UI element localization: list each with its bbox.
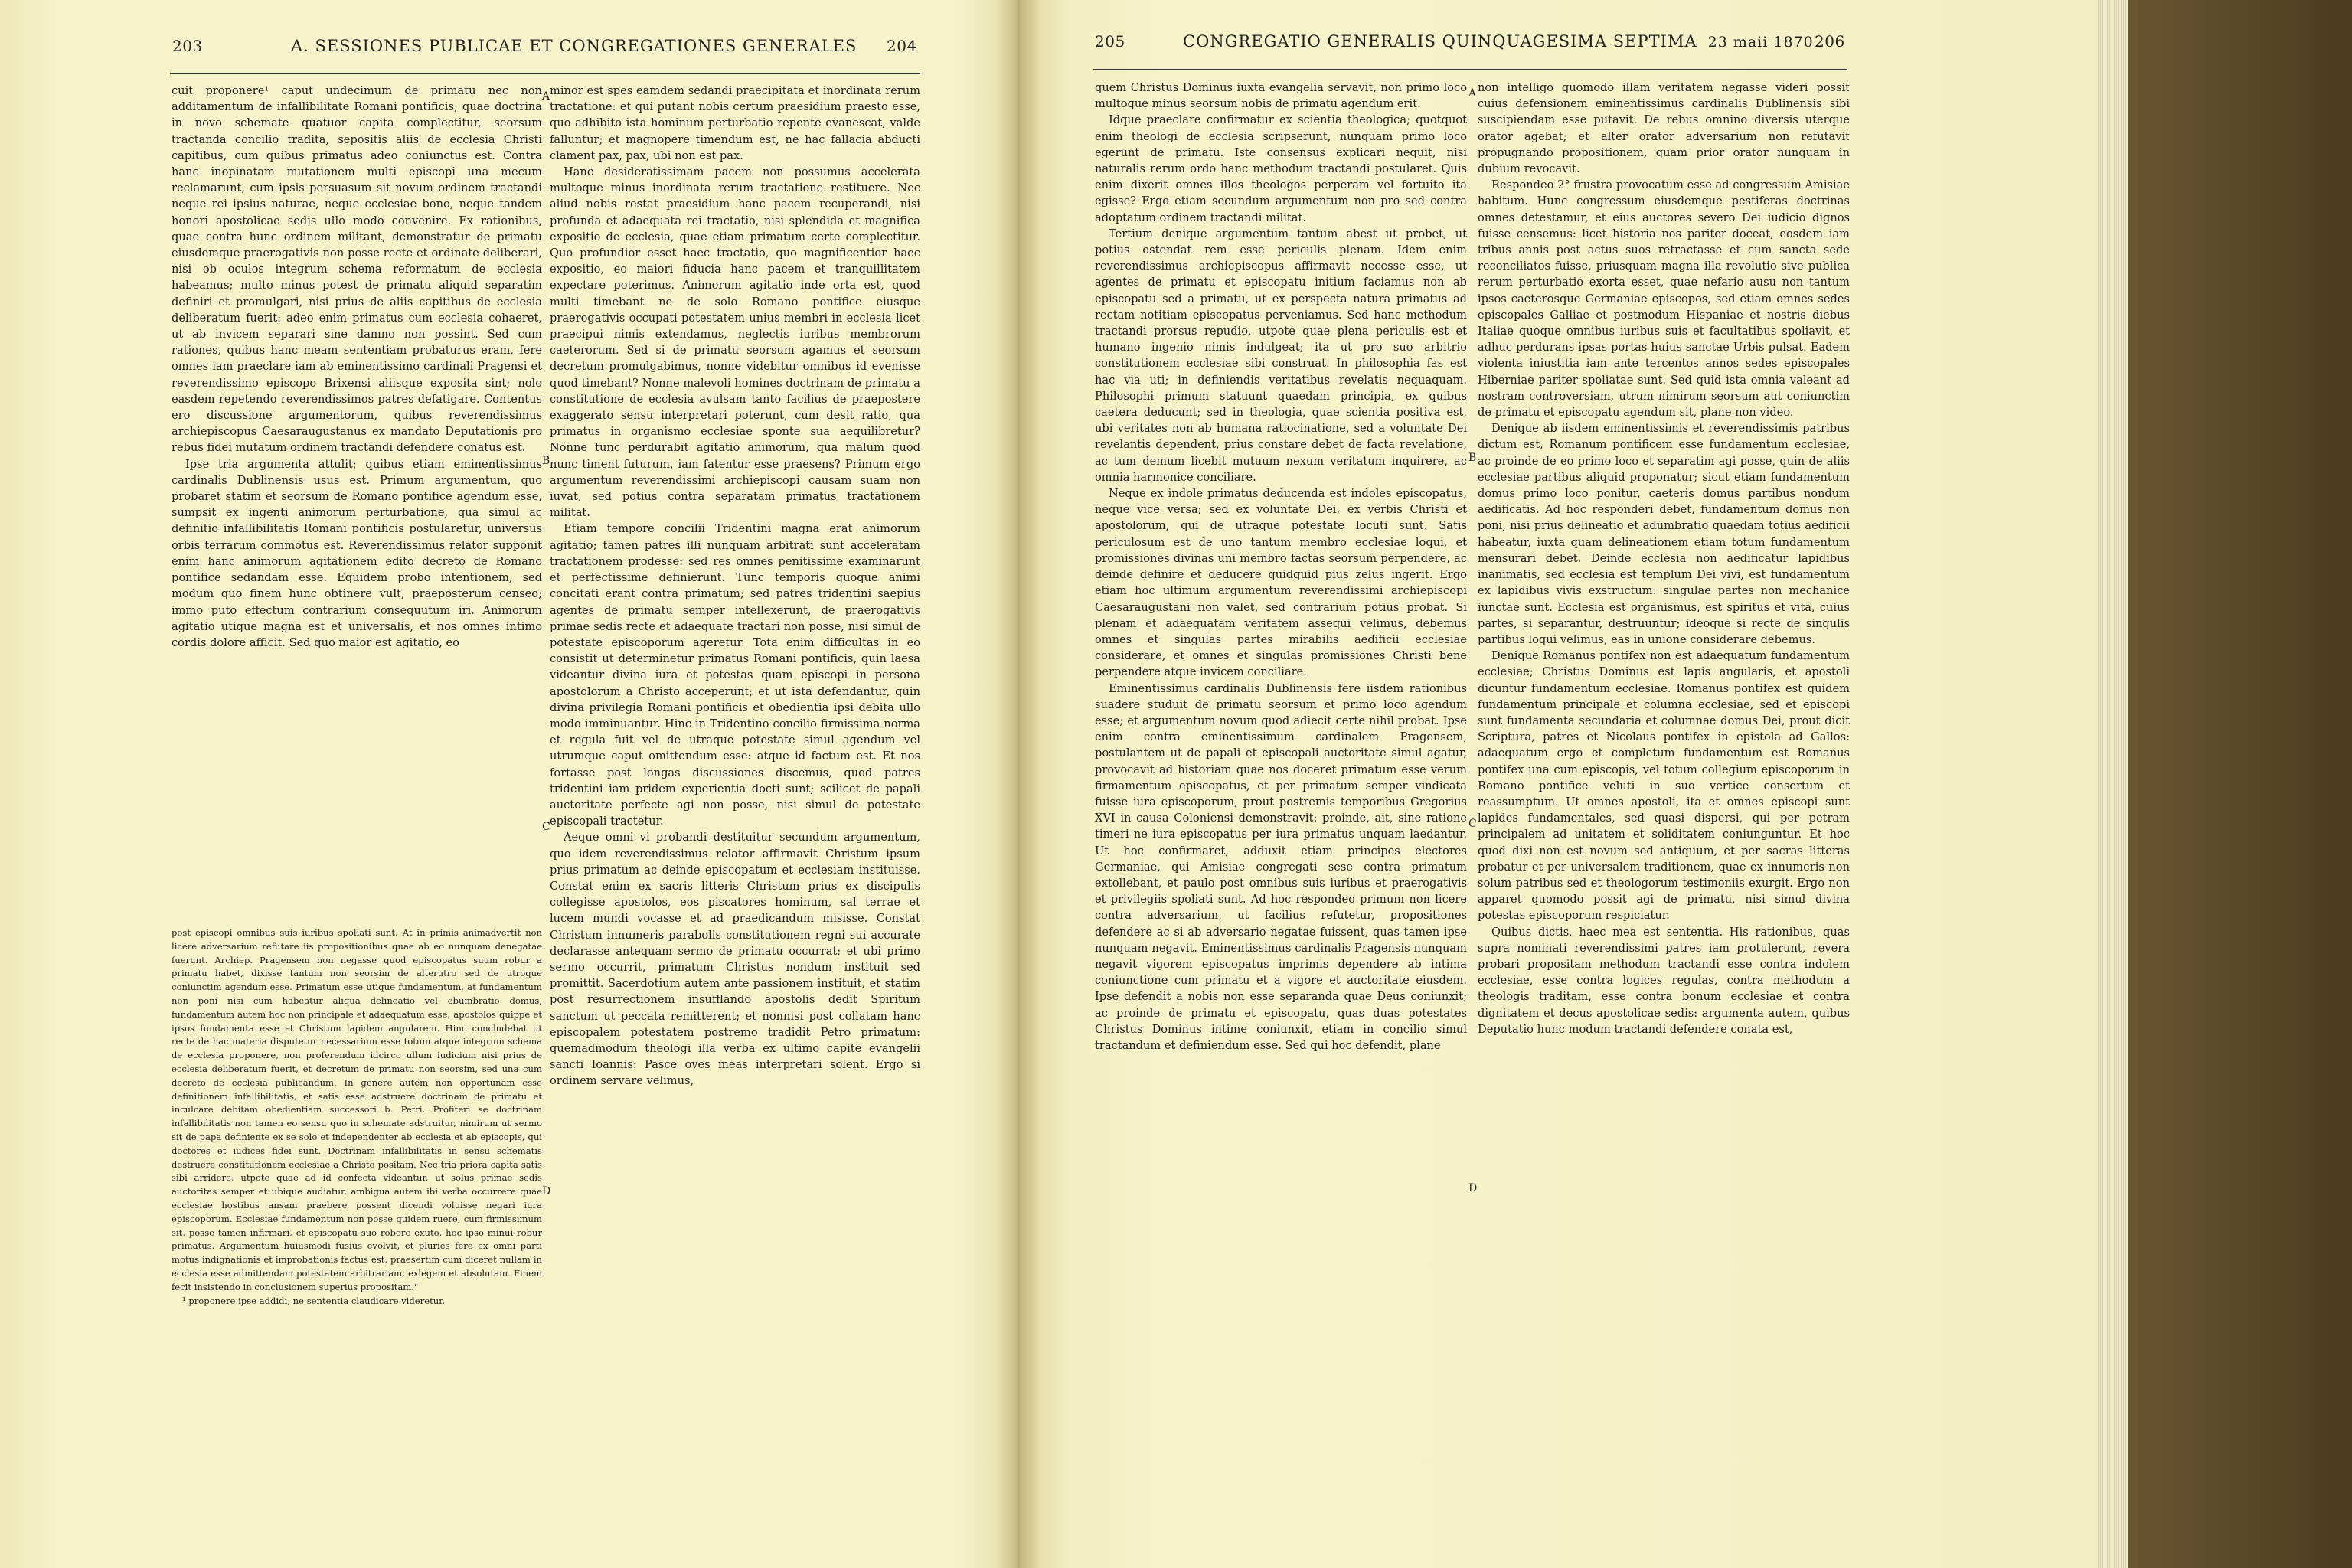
left-running-title: [291, 37, 857, 55]
book-gutter: [995, 0, 1041, 1568]
margin-letter-d: D: [542, 1185, 551, 1197]
right-running-title-text: CONGREGATIO GENERALIS QUINQUAGESIMA SEPTIMA: [1183, 32, 1697, 51]
right-page: [1018, 0, 2098, 1568]
paragraph: Tertium denique argumentum tantum abest ut probet, ut potius ostendat rem esse periculis plenam. Idem enim reverendissimus archiepiscopus affirmavit necesse esse, ut agentes de primatu et episcopatu initium faciamus non ab episcopatu sed a primatu, ut ex perspecta natura primatus ad rectam notitiam episcopatus perveniamus. Sed hanc methodum tractandi prorsus repudio, utpote quae plena periculis est et humano ingenio nimis indulgeat; ita ut pro suo arbitrio constitutionem ecclesiae sibi construat. In philosophia fas est hac via uti; in definiendis veritatibus revelatis nequaquam. Philosophi primum statuunt quaedam principia, ex quibus caetera deducunt; sed in theologia, quae scientia positiva est, ubi veritates non ab humana ratiocinatione, sed a voluntate Dei revelantis dependent, prius constare debet de facta revelatione, ac tum demum licebit mutuum nexum veritatum inquirere, ac omnia harmonice conciliare.: [1095, 227, 1467, 484]
paragraph: Eminentissimus cardinalis Dublinensis fere iisdem rationibus suadere studuit de primatu seorsum et primo loco agendum esse; et argumentum novum quod adiecit certe nihil probat. Ipse enim contra eminentissimum cardinalem Pragensem, postulantem ut de papali et episcopali auctoritate simul agatur, provocavit ad historiam quae nos doceret primatum esse verum firmamentum episcopatus, et per primatum semper vindicata fuisse iura episcoporum, prout postremis temporibus Gregorius XVI in causa Coloniensi demonstravit: proinde, ait, sine ratione timeri ne iura episcopatus per iura primatus unquam laedantur. Ut hoc confirmaret, adduxit etiam principes electores Germaniae, qui Amisiae congregati sese contra primatum extollebant, et paulo post omnibus suis iuribus et praerogativis et privilegiis spoliati sunt. Ad hoc respondeo primum non licere contra adversarium, ut facilius refutetur, propositiones defendere ac si ab adversario negatae fuissent, quas tamen ipse nunquam negavit. Eminentissimus cardinalis Pragensis nunquam negavit vigorem episcopatus imprimis dependere ab intima coniunctione cum primatu et a vigore et auctoritate eiusdem. Ipse defendit a nobis non esse separanda quae Deus coniunxit; ac proinde de primatu et episcopatu, quas duas potestates Christus Dominus intime coniunxit, etiam in concilio simul tractandum et definiendum esse. Sed qui hoc defendit, plane: [1095, 681, 1467, 1052]
paragraph: minor est spes eamdem sedandi praecipitata et inordinata rerum tractatione: et qui putant nobis certum praesidium praesto esse, quo adhibito ista hominum perturbatio repente evanescat, valde falluntur; et magnopere timendum est, ne hac fallacia abducti clament pax, pax, ubi non est pax.: [550, 84, 920, 162]
margin-letter-b: B: [542, 455, 550, 467]
right-running-date: 23 maii 1870: [1707, 34, 1814, 51]
right-page-header: [1095, 32, 1125, 51]
margin-letter-d: D: [1468, 1182, 1478, 1194]
footnote-note: ¹ proponere ipse addidi, ne sententia claudicare videretur.: [182, 1295, 446, 1306]
margin-letter-b: B: [1468, 452, 1477, 464]
paragraph: Ipse tria argumenta attulit; quibus etiam eminentissimus cardinalis Dublinensis usus est. Primum argumentum, quo probaret statim et seorsum de Romano pontifice agendum esse, sumpsit ex ingenti animorum perturbatione, qua simul ac definitio infallibilitatis Romani pontificis postularetur, universus orbis terrarum commotus est. Reverendissimus relator supponit enim hanc animorum agitationem edito decreto de Romano pontifice sedandam esse. Equidem probo intentionem, sed modum quo finem hunc obtinere vult, praeposterum censeo; immo puto effectum contrarium consequutum iri. Animorum agitatio utique magna est et universalis, et nos omnes intimo cordis dolore afficit. Sed quo maior est agitatio, eo: [172, 457, 542, 649]
paragraph: Hanc desideratissimam pacem non possumus accelerata multoque minus inordinata rerum tractatione restituere. Nec aliud nobis restat praesidium hanc pacem recuperandi, nisi profunda et adaequata rei tractatio, nisi splendida et magnifica expositio de ecclesia, quae etiam primatum certe complectitur. Quo profundior esset haec tractatio, quo magnificentior haec expositio, eo maiori fiducia hanc pacem et tranquillitatem expectare poterimus. Animorum agitatio inde orta est, quod multi timebant ne de solo Romano pontifice eiusque praerogativis occupati potestatem unius membri in ecclesia licet praecipui nimis extendamus, neglectis iuribus membrorum caeterorum. Sed si de primatu seorsum agamus et seorsum decretum promulgabimus, nonne videbitur omnibus id evenisse quod timebant? Nonne malevoli homines doctrinam de primatu a constitutione de ecclesia avulsam tanto facilius de praepostere exaggerato sensu interpretari poterunt, cum desit ratio, qua primatus in organismo ecclesiae sponte sua aequilibretur? Nonne tunc perdurabit agitatio animorum, qua malum quod nunc timent futurum, iam fatentur esse praesens? Primum ergo argumentum reverendissimi archiepiscopi causam suam non iuvat, sed potius contra separatam primatus tractationem militat.: [550, 165, 920, 520]
header-rule-left: [170, 73, 920, 74]
paragraph: non intelligo quomodo illam veritatem negasse videri possit cuius defensionem eminentissimus cardinalis Dublinensis sibi suscipiendam esse putavit. De rebus omnino diversis uterque orator agebat; et alter orator adversarium non refutavit propugnando propositionem, quam prior orator nunquam in dubium revocavit.: [1478, 81, 1850, 176]
header-rule-right: [1093, 69, 1847, 70]
margin-letter-a: A: [1468, 87, 1477, 100]
right-running-title: [1183, 32, 1814, 51]
paragraph: Aeque omni vi probandi destituitur secundum argumentum, quo idem reverendissimus relator affirmavit Christum ipsum prius primatum ac deinde episcopatum et ecclesiam instituisse. Constat enim ex sacris litteris Christum prius ex discipulis collegisse apostolos, eos piscatores hominum, sal terrae et lucem mundi vocasse et ad praedicandum misisse. Constat Christum innumeris parabolis constitutionem regni sui accurate declarasse antequam sermo de primatu occurrat; et ubi primo sermo occurrit, primatum Christus nondum instituit sed promittit. Sacerdotium autem ante passionem instituit, et statim post resurrectionem insufflando apostolis dedit Spiritum sanctum ut peccata remitterent; et nonnisi post collatam hanc episcopalem potestatem postremo tradidit Petro primatum: quemadmodum theologi illa verba ex ultimo capite evangelii sancti Ioannis: Pasce oves meas interpretari solent. Ergo si ordinem servare velimus,: [550, 831, 920, 1088]
page-number-206: 206: [1815, 32, 1845, 51]
right-page-header-right: [1815, 32, 1845, 51]
paragraph: Denique ab iisdem eminentissimis et reverendissimis patribus dictum est, Romanum pontificem esse fundamentum ecclesiae, ac proinde de eo primo loco et separatim agi posse, quin de aliis ecclesiae partibus aliquid proponatur; sicut etiam fundamentum domus primo loco ponitur, caeteris domus partibus nondum aedificatis. Ad hoc responderi debet, fundamentum domus non poni, nisi prius delineatio et adumbratio quaedam totius aedificii habeatur, iuxta quam delineationem etiam totum fundamentum mensurari debet. Deinde ecclesia non aedificatur lapidibus inanimatis, sed ecclesia est templum Dei vivi, est fundamentum ex lapidibus vivis exstructum: singulae partes non mechanice iunctae sunt. Ecclesia est organismus, est spiritus et vita, cuius partes, si separantur, destruuntur; ideoque si recte de singulis partibus loqui velimus, eas in unione considerare debemus.: [1478, 422, 1850, 646]
paragraph: quem Christus Dominus iuxta evangelia servavit, non primo loco multoque minus seorsum nobis de primatu agendum erit.: [1095, 81, 1467, 111]
left-running-title-text: A. SESSIONES PUBLICAE ET CONGREGATIONES GENERALES: [291, 37, 858, 55]
paragraph: Etiam tempore concilii Tridentini magna erat animorum agitatio; tamen patres illi nunquam arbitrati sunt acceleratam tractationem prodesse: sed res omnes penitissime examinarunt et perfectissime definierunt. Tunc temporis quoque animi concitati erant contra primatum; sed patres tridentini saepius agentes de primatu semper intellexerunt, de praerogativis primae sedis recte et adaequate tractari non posse, nisi simul de potestate episcoporum ageretur. Tota enim difficultas in eo consistit ut determinetur primatus Romani pontificis, quin laesa videantur divina iura et potestas quam episcopi in persona apostolorum a Christo acceperunt; et ut ista defendantur, quin divina privilegia Romani pontificis et obedientia ipsi debita ullo modo imminuantur. Hinc in Tridentino concilio firmissima norma et regula fuit vel de utraque potestate simul agendum vel utrumque caput omittendum esse: atque id factum est. Et nos fortasse post longas discussiones discemus, quod patres tridentini iam pridem experientia docti sunt; scilicet de papali auctoritate perfecte agi non posse, nisi simul de potestate episcopali tractetur.: [550, 522, 920, 828]
left-column-1: [172, 83, 542, 921]
left-page-header: [172, 37, 203, 55]
page-number-203: 203: [172, 37, 203, 55]
right-column-1: [1095, 80, 1467, 1511]
right-column-2: [1478, 80, 1850, 1511]
left-page: [0, 0, 1018, 1568]
footnote-block: [172, 926, 542, 1508]
page-number-204: 204: [887, 37, 917, 55]
paragraph: cuit proponere¹ caput undecimum de primatu nec non additamentum de infallibilitate Romani pontificis; quae doctrina in novo schemate quatuor capita complectitur, seorsum tractanda concilio tradita, sepositis aliis de ecclesia Christi capitibus, cum quibus primatus adeo coniunctus est. Contra hanc inopinatam mutationem multi episcopi una mecum reclamarunt, cum ipsis persuasum sit novum ordinem tractandi neque rei ipsius naturae, neque ecclesiae bono, neque tandem honori apostolicae sedis ullo modo convenire. Ex rationibus, quae contra hunc ordinem militant, demonstratur de primatu eiusdemque praerogativis non posse recte et ordinate deliberari, nisi ob oculos integrum schema reformatum de ecclesia habeamus; multo minus potest de primatu aliquid separatim definiri et promulgari, nisi prius de aliis capitibus de ecclesia deliberatum fuerit: adeo enim primatus cum ecclesia cohaeret, ut ab invicem separari sine damno non possint. Sed cum rationes, quibus hanc meam sententiam probaturus eram, fere omnes iam praeclare iam ab eminentissimo cardinali Pragensi et reverendissimo episcopo Brixensi aliisque exposita sint; nolo easdem repetendo reverendissimos patres defatigare. Contentus ero discussione argumentorum, quibus reverendissimus archiepiscopus Caesaraugustanus ex mandato Deputationis pro rebus fidei mutatum ordinem tractandi defendere conatus est.: [172, 84, 542, 455]
left-page-header-right: [887, 37, 917, 55]
footnote-text: post episcopi omnibus suis iuribus spoliati sunt. At in primis animadvertit non licere adversarium refutare iis propositionibus quae ab eo nunquam denegatae fuerunt. Archiep. Pragensem non negasse quod episcopatus suum robur a primatu habet, dixisse tantum non seorsim de alterutro sed de utroque coniunctim agendum esse. Primatum esse utique fundamentum, at fundamentum non poni nisi cum habeatur aliqua delineatio vel ebumbratio domus, fundamentum autem hoc non principale et adaequatum esse, apostolos quippe et ipsos fundamenta esse et Christum lapidem angularem. Hinc concludebat ut recte de hac materia disputetur necessarium esse totum atque integrum schema de ecclesia proponere, non proferendum idcirco ullum iudicium nisi prius de ecclesia deliberatum fuerit, et decretum de primatu non seorsim, sed una cum decreto de ecclesia publicandum. In genere autem non opportunam esse definitionem infallibilitatis, et satis esse adstruere doctrinam de primatu et inculcare debitam obedientiam successori b. Petri. Profiteri se doctrinam infallibilitatis non tamen eo sensu quo in schemate adstruitur, nimirum ut sermo sit de papa definiente ex se solo et independenter ab ecclesia et ab episcopis, qui doctores et iudices fidei sunt. Doctrinam infallibilitatis in sensu schematis destruere constitutionem ecclesiae a Christo positam. Nec tria priora capita satis sibi arridere, utpote quae ad id confecta videantur, ut solus primae sedis auctoritas semper et ubique audiatur, ambigua autem ibi verba occurrere quae ecclesiae hostibus ansam praebere possent dicendi voluisse negari iura episcoporum. Ecclesiae fundamentum non posse quidem ruere, cum firmissimum sit, posse tamen infirmari, et episcopatu suo robore exuto, hoc ipso minui robur primatus. Argumentum huiusmodi fusius evolvit, et pluries fere ex omni parti motus indignationis et improbationis factus est, praesertim cum diceret nullam in ecclesia esse admittendam potestatem arbitrariam, exlegem et absolutam. Finem fecit insistendo in conclusionem superius propositam.": [172, 927, 542, 1292]
paragraph: Idque praeclare confirmatur ex scientia theologica; quotquot enim theologi de ecclesia scripserunt, nunquam primo loco egerunt de primatu. Iste consensus explicari nequit, nisi naturalis rerum ordo hanc methodum tractandi postularet. Quis enim dixerit omnes illos theologos perperam vel fortuito ita egisse? Ergo etiam secundum argumentum non pro sed contra adoptatum ordinem tractandi militat.: [1095, 113, 1467, 224]
paragraph: Respondeo 2° frustra provocatum esse ad congressum Amisiae habitum. Hunc congressum eiusdemque pestiferas doctrinas omnes detestamur, et eius auctores severo Dei iudicio dignos fuisse censemus: licet historia nos pariter doceat, eosdem iam tribus annis post actus suos retractasse et cum sancta sede reconciliatos fuisse, priusquam magna illa revolutio sive publica rerum perturbatio exorta esset, quae nefario ausu non tantum ipsos caeterosque Germaniae episcopos, sed etiam omnes sedes episcopales Galliae et postmodum Hispaniae et nostris diebus Italiae quoque omnibus iuribus suis et facultatibus spoliavit, et adhuc perdurans ipsas portas huius sanctae Urbis pulsat. Eadem violenta iniustitia iam ante tercentos annos sedes episcopales Hiberniae pariter spoliatae sunt. Sed quid ista omnia valeant ad nostram controversiam, utrum nimirum seorsum aut coniunctim de primatu et episcopatu agendum sit, plane non video.: [1478, 178, 1850, 420]
paragraph: Denique Romanus pontifex non est adaequatum fundamentum ecclesiae; Christus Dominus est lapis angularis, et apostoli dicuntur fundamentum ecclesiae. Romanus pontifex est quidem fundamentum principale et columna ecclesiae, sed et episcopi sunt fundamenta secundaria et columnae domus Dei, prout dicit Scriptura, patres et Nicolaus pontifex in epistola ad Gallos: adaequatum ergo et completum fundamentum est Romanus pontifex una cum episcopis, vel totum collegium episcoporum in Romano pontifice veluti in suo vertice consertum et reassumptum. Ut omnes apostoli, ita et omnes episcopi sunt lapides fundamentales, sed quasi dispersi, qui per petram principalem ad unitatem et soliditatem coniunguntur. Et hoc quod dixi non est novum sed antiquum, et per sacras litteras probatur et per universalem traditionem, quae ex innumeris non solum patribus sed et theologorum testimoniis exurgit. Ergo non apparet quomodo possit agi de primatu, nisi simul divina potestas episcoporum respiciatur.: [1478, 649, 1850, 923]
margin-letter-c: C: [542, 821, 550, 833]
page-number-205: 205: [1095, 32, 1125, 51]
margin-letter-c: C: [1468, 818, 1477, 830]
margin-letter-a: A: [542, 90, 550, 103]
paragraph: Quibus dictis, haec mea est sententia. His rationibus, quas supra nominati reverendissimi patres iam protulerunt, revera probari propositam methodum tractandi esse contra indolem ecclesiae, esse contra logices regulas, contra methodum a theologis traditam, esse contra bonum ecclesiae et contra dignitatem et decus apostolicae sedis: argumenta autem, quibus Deputatio hunc modum tractandi defendere conata est,: [1478, 925, 1850, 1036]
left-column-2: [550, 83, 920, 1514]
paragraph: Neque ex indole primatus deducenda est indoles episcopatus, neque vice versa; sed ex voluntate Dei, ex verbis Christi et apostolorum, qui de utraque potestate locuti sunt. Satis periculosum est de uno tantum membro ecclesiae loqui, et promissiones divinas uni membro factas seorsum perpendere, ac deinde definire et deducere quidquid pius zelus ingerit. Ergo etiam hoc ultimum argumentum reverendissimi archiepiscopi Caesaraugustani non valet, sed contrarium potius probat. Si plenam et adaequatam veritatem assequi velimus, debemus omnes et singulas partes mirabilis aedificii ecclesiae considerare, et omnes et singulas promissiones Christi bene perpendere atque invicem conciliare.: [1095, 487, 1467, 679]
